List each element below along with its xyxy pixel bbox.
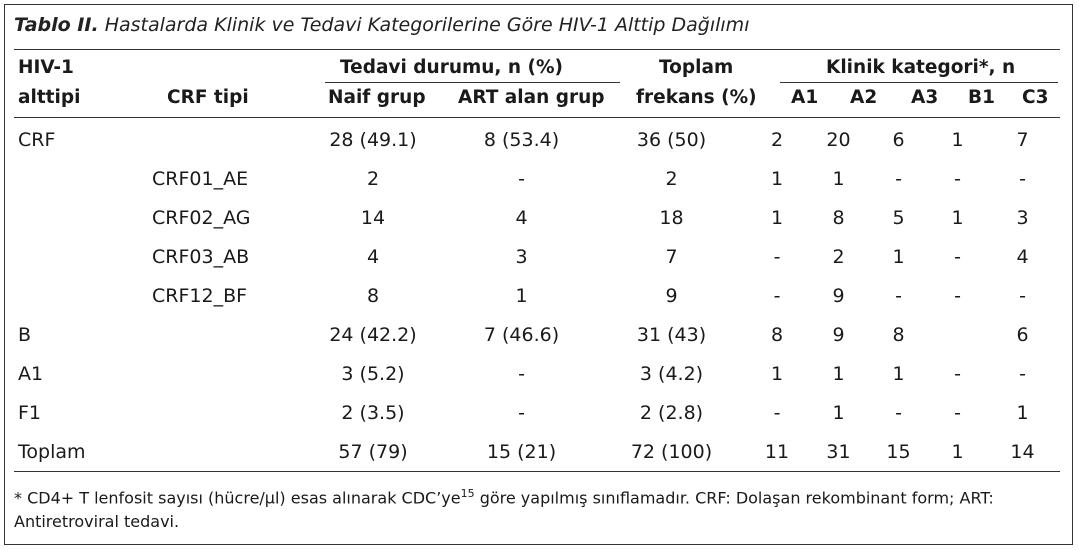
cell-crf-type (148, 120, 302, 159)
cell-naive: 8 (366, 284, 380, 307)
cell-naive: 2 (3.5) (341, 401, 405, 424)
header-clinical-a1: A1 (791, 87, 819, 108)
cell-clinical-a3: 1 (892, 245, 905, 268)
cell-clinical-a2: 8 (832, 206, 845, 229)
cell-clinical-a3: - (895, 167, 902, 190)
cell-clinical-a2: 20 (826, 128, 851, 151)
cell-clinical-c3: - (1019, 362, 1026, 385)
cell-art: 3 (515, 245, 528, 268)
cell-total: 36 (50) (636, 128, 707, 151)
header-naive: Naif grup (328, 87, 426, 108)
top-rule (14, 49, 1060, 50)
header-crf-type: CRF tipi (167, 87, 249, 108)
cell-clinical-b1: - (954, 362, 961, 385)
cell-art: 1 (515, 284, 528, 307)
header-clinical-group: Klinik kategori*, n (826, 57, 1016, 78)
cell-art: 4 (515, 206, 528, 229)
header-subtype-line2: alttipi (18, 87, 81, 108)
cell-crf-type: CRF02_AG (152, 206, 251, 229)
header-total-line2: frekans (%) (636, 87, 757, 108)
header-bottom-rule (14, 117, 1060, 118)
table-bottom-rule (14, 471, 1060, 472)
footnote-text-cont: göre yapılmış sınıflamadır. CRF: Dolaşan rekombinant form; ART: Antiretroviral tedavi. (14, 488, 994, 532)
cell-art: - (518, 362, 525, 385)
cell-subtype: B (18, 323, 32, 346)
cell-art: - (518, 401, 525, 424)
header-total-line1: Toplam (659, 57, 734, 78)
cell-naive: 2 (366, 167, 380, 190)
table-row (14, 120, 1060, 159)
cell-clinical-a3: 8 (892, 323, 905, 346)
cell-total: 31 (43) (636, 323, 707, 346)
table-row (14, 432, 1060, 471)
cell-clinical-b1 (930, 315, 985, 354)
cell-crf-type: CRF03_AB (152, 245, 250, 268)
cell-clinical-a1: 11 (764, 440, 790, 463)
treatment-group-underline (325, 82, 620, 83)
header-subtype-line1: HIV-1 (18, 57, 74, 78)
cell-clinical-a2: 1 (832, 401, 845, 424)
cell-total: 2 (665, 167, 678, 190)
cell-clinical-a1: 1 (770, 206, 784, 229)
table-row (14, 159, 1060, 198)
cell-clinical-b1: - (954, 401, 961, 424)
data-table (14, 120, 1060, 471)
cell-clinical-c3: 3 (1016, 206, 1029, 229)
cell-clinical-a2: 9 (832, 284, 845, 307)
cell-subtype: A1 (18, 362, 44, 385)
cell-clinical-a3: 1 (892, 362, 905, 385)
header-clinical-c3: C3 (1022, 87, 1049, 108)
cell-clinical-c3: 7 (1016, 128, 1029, 151)
table-row (14, 354, 1060, 393)
cell-total: 72 (100) (630, 440, 713, 463)
cell-clinical-b1: 1 (951, 440, 964, 463)
cell-clinical-a1: - (773, 245, 781, 268)
cell-total: 18 (659, 206, 684, 229)
cell-clinical-a2: 9 (832, 323, 845, 346)
cell-clinical-a1: 1 (770, 167, 784, 190)
cell-clinical-a1: - (773, 401, 781, 424)
cell-clinical-a2: 1 (832, 167, 845, 190)
cell-naive: 3 (5.2) (341, 362, 405, 385)
cell-clinical-b1: - (954, 245, 961, 268)
cell-art: 8 (53.4) (483, 128, 560, 151)
cell-subtype (14, 237, 148, 276)
cell-subtype: Toplam (18, 440, 86, 463)
cell-crf-type (148, 393, 302, 432)
cell-crf-type: CRF01_AE (152, 167, 249, 190)
cell-clinical-a3: - (895, 401, 902, 424)
cell-subtype (14, 159, 148, 198)
footnote-reference: 15 (460, 487, 475, 500)
cell-clinical-b1: 1 (951, 206, 964, 229)
cell-clinical-b1: - (954, 167, 961, 190)
cell-clinical-a3: - (895, 284, 902, 307)
cell-clinical-a1: 2 (770, 128, 784, 151)
cell-subtype: F1 (18, 401, 42, 424)
cell-clinical-c3: 4 (1016, 245, 1029, 268)
cell-crf-type (148, 354, 302, 393)
cell-total: 7 (665, 245, 678, 268)
cell-clinical-a3: 15 (886, 440, 911, 463)
header-clinical-a3: A3 (911, 87, 939, 108)
cell-clinical-a1: - (773, 284, 781, 307)
cell-naive: 24 (42.2) (329, 323, 417, 346)
cell-subtype (14, 276, 148, 315)
cell-art: 7 (46.6) (483, 323, 560, 346)
cell-clinical-a1: 1 (770, 362, 784, 385)
cell-naive: 28 (49.1) (329, 128, 417, 151)
cell-crf-type (148, 432, 302, 471)
table-row (14, 276, 1060, 315)
table-row (14, 393, 1060, 432)
cell-naive: 4 (366, 245, 380, 268)
cell-subtype (14, 198, 148, 237)
cell-clinical-a3: 5 (892, 206, 905, 229)
table-row (14, 237, 1060, 276)
footnote-text: * CD4+ T lenfosit sayısı (hücre/µl) esas alınarak CDC’ye (14, 488, 461, 508)
cell-total: 3 (4.2) (639, 362, 704, 385)
cell-clinical-c3: 1 (1016, 401, 1029, 424)
clinical-group-underline (780, 82, 1058, 83)
cell-clinical-a2: 1 (832, 362, 845, 385)
cell-crf-type (148, 315, 302, 354)
table-caption: Hastalarda Klinik ve Tedavi Kategorilerine Göre HIV-1 Alttip Dağılımı (98, 14, 750, 36)
cell-total: 9 (665, 284, 678, 307)
cell-clinical-a1: 8 (770, 323, 784, 346)
cell-clinical-a2: 31 (826, 440, 851, 463)
cell-naive: 57 (79) (338, 440, 408, 463)
header-clinical-b1: B1 (968, 87, 995, 108)
cell-clinical-b1: - (954, 284, 961, 307)
cell-naive: 14 (360, 206, 386, 229)
header-art: ART alan grup (458, 87, 605, 108)
cell-total: 2 (2.8) (639, 401, 704, 424)
table-number: Tablo II. (14, 14, 99, 36)
cell-art: - (518, 167, 525, 190)
cell-subtype: CRF (18, 128, 56, 151)
cell-clinical-c3: - (1019, 284, 1026, 307)
footnote (14, 482, 1062, 534)
header-treatment-group: Tedavi durumu, n (%) (340, 57, 563, 78)
cell-clinical-c3: 6 (1016, 323, 1029, 346)
cell-crf-type: CRF12_BF (152, 284, 248, 307)
cell-clinical-a3: 6 (892, 128, 905, 151)
header-clinical-a2: A2 (850, 87, 878, 108)
cell-clinical-a2: 2 (832, 245, 845, 268)
table-row (14, 315, 1060, 354)
cell-clinical-c3: 14 (1010, 440, 1035, 463)
table-row (14, 198, 1060, 237)
table-title (14, 14, 749, 36)
cell-clinical-c3: - (1019, 167, 1026, 190)
cell-art: 15 (21) (486, 440, 557, 463)
cell-clinical-b1: 1 (951, 128, 964, 151)
